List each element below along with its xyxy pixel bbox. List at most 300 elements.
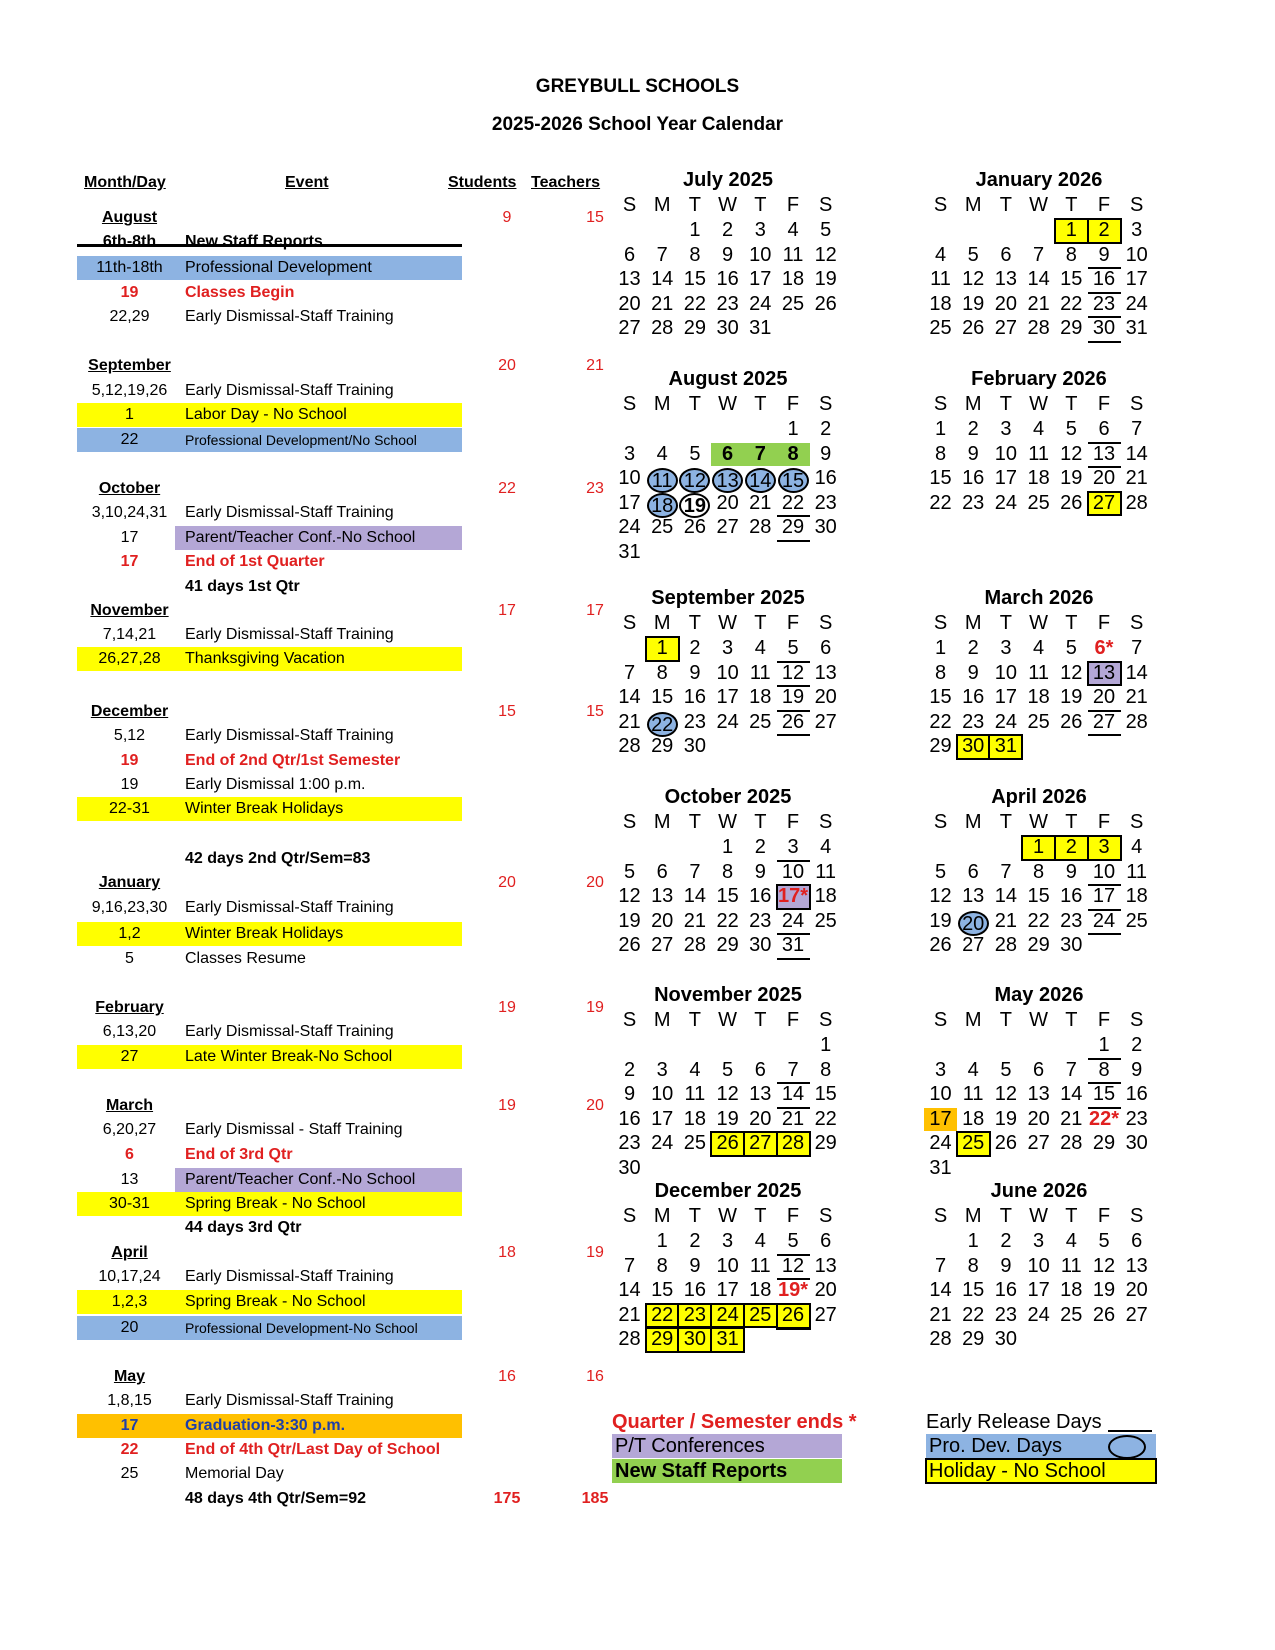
event-row xyxy=(0,1316,640,1340)
event-row xyxy=(0,623,640,647)
event-row xyxy=(0,1241,640,1265)
weekday-label: T xyxy=(1065,194,1078,216)
weekday-label: F xyxy=(786,194,800,216)
calendar-day: 5 xyxy=(934,860,947,883)
weekday-label: T xyxy=(1065,1205,1078,1227)
calendar-day: 31 xyxy=(618,540,641,563)
calendar-day: 30 xyxy=(618,1156,641,1179)
calendar-day: 1 xyxy=(722,836,734,858)
calendar-day: 18 xyxy=(749,1279,772,1301)
weekday-label: F xyxy=(786,811,800,833)
calendar-day: 13 xyxy=(962,885,985,907)
calendar-day: 25 xyxy=(814,909,837,932)
event-date: 22 xyxy=(120,1441,139,1458)
underline-sample xyxy=(1108,1430,1152,1432)
calendar-day: 14 xyxy=(1027,268,1050,290)
weekday-label: S xyxy=(819,393,833,415)
event-row xyxy=(0,1438,640,1462)
calendar-day: 29 xyxy=(683,317,707,339)
calendar-day: 18 xyxy=(749,686,772,708)
calendar-day: 5 xyxy=(777,1230,810,1256)
month-heading: February xyxy=(95,999,164,1016)
calendar-day: 30 xyxy=(683,735,707,757)
calendar-day: 2 xyxy=(754,836,766,858)
calendar-day: 12 xyxy=(1092,1254,1116,1277)
calendar-day: 24 xyxy=(651,1132,674,1154)
student-days: 22 xyxy=(498,480,516,497)
weekday-label: T xyxy=(754,194,767,216)
calendar-day: 11 xyxy=(646,467,679,491)
calendar-day: 26 xyxy=(994,1132,1018,1154)
event-row xyxy=(0,700,640,724)
calendar-day: 7 xyxy=(689,860,701,883)
calendar-day: 17 xyxy=(924,1108,957,1132)
calendar-day: 31 xyxy=(777,934,810,960)
event-date: 1,2,3 xyxy=(111,1293,148,1310)
calendar-day: 16 xyxy=(1060,885,1083,907)
event-date: 17 xyxy=(120,553,139,570)
calendar-day: 21 xyxy=(1027,292,1050,315)
calendar-day: 10 xyxy=(994,661,1018,684)
calendar-day: 17 xyxy=(994,467,1018,489)
event-name: Parent/Teacher Conf.-No School xyxy=(185,529,416,546)
calendar-day: 27 xyxy=(716,516,739,538)
calendar-title: February 2026 xyxy=(971,368,1107,390)
calendar-day: 8 xyxy=(1065,243,1077,266)
calendar-day: 12 xyxy=(1060,442,1083,465)
calendar-day: 25 xyxy=(749,710,772,733)
event-name: Memorial Day xyxy=(185,1465,284,1482)
calendar-day: 1 xyxy=(934,418,947,440)
calendar-day: 28 xyxy=(618,1328,641,1350)
event-row xyxy=(0,428,640,452)
weekday-label: T xyxy=(754,393,767,415)
calendar-day: 9 xyxy=(967,661,979,684)
calendar-day: 10 xyxy=(716,1254,739,1277)
student-days: 16 xyxy=(498,1368,516,1385)
calendar-day: 28 xyxy=(994,934,1018,956)
calendar-day: 16 xyxy=(618,1107,641,1130)
calendar-day: 25 xyxy=(1125,909,1148,932)
event-date: 6,20,27 xyxy=(102,1121,157,1138)
calendar-day: 22 xyxy=(716,909,739,932)
teacher-days: 15 xyxy=(586,703,604,720)
legend-new-staff: New Staff Reports xyxy=(612,1459,842,1483)
event-name: Classes Begin xyxy=(185,284,295,301)
event-name: Late Winter Break-No School xyxy=(185,1048,393,1065)
calendar-day: 10 xyxy=(1088,861,1121,887)
weekday-label: S xyxy=(1130,393,1144,415)
event-name: Early Dismissal-Staff Training xyxy=(185,504,394,521)
calendar-day: 17 xyxy=(651,1107,674,1130)
weekday-label: S xyxy=(933,612,948,634)
calendar-day: 9 xyxy=(623,1083,636,1105)
calendar-day: 15 xyxy=(1060,268,1083,290)
calendar-day: 7 xyxy=(656,243,668,266)
calendar-day: 11 xyxy=(749,1254,771,1277)
calendar-day: 22 xyxy=(1060,292,1083,315)
calendar-day: 6 xyxy=(1088,418,1121,444)
calendar-day: 18 xyxy=(781,268,805,290)
event-date: 6th-8th xyxy=(102,233,157,250)
weekday-label: T xyxy=(1065,1009,1078,1031)
calendar-day: 16 xyxy=(683,1279,707,1301)
weekday-label: M xyxy=(653,194,671,216)
event-row xyxy=(0,501,640,525)
calendar-day: 4 xyxy=(1033,637,1045,659)
event-date: 5 xyxy=(125,950,134,967)
weekday-label: S xyxy=(1130,194,1144,216)
event-date: 3,10,24,31 xyxy=(91,504,168,521)
calendar-day: 8 xyxy=(934,442,947,465)
calendar-day: 1 xyxy=(934,637,947,659)
calendar-day: 1 xyxy=(967,1230,979,1252)
calendar-day: 1 xyxy=(820,1034,832,1056)
calendar-day: 26 xyxy=(777,1304,810,1330)
calendar-day: 10 xyxy=(1027,1254,1050,1277)
calendar-day: 10 xyxy=(618,467,641,489)
calendar-day: 22 xyxy=(962,1303,985,1326)
calendar-day: 22 xyxy=(777,492,810,518)
calendar-day: 23 xyxy=(716,292,739,315)
calendar-day: 12 xyxy=(929,885,952,907)
event-date: 19 xyxy=(120,776,139,793)
calendar-day: 9 xyxy=(1000,1254,1012,1277)
weekday-label: S xyxy=(1130,811,1144,833)
calendar-day: 24 xyxy=(716,710,739,733)
calendar-day: 30 xyxy=(716,317,739,339)
event-row xyxy=(0,305,640,329)
event-row xyxy=(0,797,640,821)
calendar-day: 9 xyxy=(1131,1058,1143,1081)
calendar-day: 29 xyxy=(929,735,952,757)
weekday-label: S xyxy=(622,612,637,634)
calendar-day: 2 xyxy=(689,1230,701,1252)
calendar-day: 10 xyxy=(777,861,810,887)
event-name: Early Dismissal - Staff Training xyxy=(185,1121,403,1138)
weekday-label: S xyxy=(819,1205,833,1227)
weekday-label: S xyxy=(933,1205,948,1227)
calendar-day: 28 xyxy=(1060,1132,1083,1154)
calendar-day: 17 xyxy=(716,1279,739,1301)
calendar-day: 5 xyxy=(623,860,636,883)
calendar-day: 6 xyxy=(820,1230,832,1252)
calendar-day: 20 xyxy=(651,909,674,932)
student-days: 18 xyxy=(498,1244,516,1261)
calendar-day: 27 xyxy=(1125,1303,1148,1326)
calendar-day: 13 xyxy=(1088,443,1121,469)
weekday-label: M xyxy=(653,393,671,415)
student-days: 19 xyxy=(498,999,516,1016)
calendar-day: 25 xyxy=(957,1132,990,1156)
calendar-day: 19 xyxy=(814,268,837,290)
calendar-day: 17 xyxy=(618,491,641,514)
calendar-day: 10 xyxy=(651,1083,674,1105)
calendar-day: 1 xyxy=(646,637,679,661)
calendar-day: 4 xyxy=(1065,1230,1077,1252)
weekday-label: T xyxy=(999,393,1012,415)
calendar-day: 23 xyxy=(1060,909,1083,932)
calendar-day: 18 xyxy=(962,1107,985,1130)
calendar-day: 15 xyxy=(1027,885,1050,907)
weekday-label: W xyxy=(718,393,738,415)
event-name: Thanksgiving Vacation xyxy=(185,650,345,667)
calendar-day: 13 xyxy=(994,268,1018,290)
calendar-day: 25 xyxy=(651,516,674,538)
calendar-day: 21 xyxy=(777,1108,810,1134)
weekday-label: F xyxy=(786,393,800,415)
calendar-day: 12 xyxy=(962,268,985,290)
calendar-day: 6 xyxy=(656,860,668,883)
calendar-day: 21 xyxy=(683,909,707,932)
event-date: 22,29 xyxy=(109,308,150,325)
calendar-day: 24 xyxy=(1088,910,1121,936)
calendar-day: 12 xyxy=(814,243,837,266)
weekday-label: F xyxy=(1097,194,1111,216)
calendar-day: 25 xyxy=(929,317,952,339)
calendar-day: 16 xyxy=(814,467,837,489)
weekday-label: M xyxy=(964,612,982,634)
calendar-day: 19 xyxy=(929,909,952,932)
event-row xyxy=(0,1118,640,1142)
calendar-day: 7 xyxy=(1033,243,1045,266)
calendar-day: 28 xyxy=(618,735,641,757)
calendar-day: 26 xyxy=(1092,1303,1116,1326)
calendar-day: 13 xyxy=(651,885,674,907)
calendar-day: 27 xyxy=(814,710,837,733)
calendar-day: 5 xyxy=(689,442,701,465)
calendar-title: June 2026 xyxy=(990,1180,1088,1202)
month-heading: September xyxy=(88,357,171,374)
calendar-day: 24 xyxy=(749,292,772,315)
calendar-day: 16 xyxy=(962,467,985,489)
weekday-label: M xyxy=(653,612,671,634)
event-row xyxy=(0,477,640,501)
col-teachers: Teachers xyxy=(531,174,601,191)
weekday-label: T xyxy=(754,811,767,833)
col-event: Event xyxy=(285,174,329,191)
calendar-day: 3 xyxy=(656,1058,668,1081)
event-name: Spring Break - No School xyxy=(185,1293,366,1310)
calendar-day: 2 xyxy=(722,219,734,241)
calendar-day: 19 xyxy=(618,909,641,932)
calendar-day: 30 xyxy=(1088,317,1121,343)
weekday-label: M xyxy=(964,194,982,216)
calendar-day: 8 xyxy=(722,860,734,883)
calendar-day: 2 xyxy=(967,418,979,440)
event-date: 17 xyxy=(120,529,139,546)
calendar-day: 15 xyxy=(929,686,952,708)
weekday-label: M xyxy=(964,811,982,833)
calendar-day: 5 xyxy=(1098,1230,1110,1252)
event-date: 19 xyxy=(120,284,139,301)
calendar-day: 8 xyxy=(820,1058,832,1081)
calendar-day: 26 xyxy=(777,711,810,737)
calendar-day: 9 xyxy=(1065,860,1077,883)
event-row xyxy=(0,1143,640,1167)
event-name: End of 3rd Qtr xyxy=(185,1146,293,1163)
event-name: Graduation-3:30 p.m. xyxy=(185,1417,346,1434)
calendar-title: January 2026 xyxy=(975,169,1103,191)
event-row xyxy=(0,1487,640,1511)
weekday-label: S xyxy=(819,194,833,216)
calendar-day: 18 xyxy=(929,292,952,315)
calendar-day: 21 xyxy=(651,292,674,315)
calendar-day: 17* xyxy=(777,885,809,907)
calendar-day: 28 xyxy=(777,1132,810,1156)
event-name: End of 4th Qtr/Last Day of School xyxy=(185,1441,441,1458)
event-name: Professional Development xyxy=(185,259,372,276)
calendar-day: 10 xyxy=(994,442,1018,465)
calendar-day: 31 xyxy=(929,1156,952,1179)
calendar-day: 3 xyxy=(934,1058,947,1081)
calendar-day: 3 xyxy=(1088,836,1121,860)
calendar-day: 27 xyxy=(814,1303,837,1326)
calendar-day: 10 xyxy=(929,1083,952,1105)
weekday-label: M xyxy=(653,811,671,833)
calendar-day: 23 xyxy=(683,710,707,733)
calendar-day: 24 xyxy=(618,516,641,538)
calendar-day: 4 xyxy=(1033,418,1045,440)
calendar-day: 7 xyxy=(1000,860,1012,883)
event-date: 19 xyxy=(120,752,139,769)
weekday-label: F xyxy=(786,1009,800,1031)
calendar-title: October 2025 xyxy=(664,786,792,808)
student-days: 17 xyxy=(498,602,516,619)
calendar-day: 23 xyxy=(678,1304,711,1328)
event-row xyxy=(0,947,640,971)
calendar-day: 1 xyxy=(1022,836,1055,860)
calendar-day: 1 xyxy=(1088,1034,1121,1060)
calendar-day: 12 xyxy=(1060,661,1083,684)
event-row xyxy=(0,996,640,1020)
calendar-day: 26 xyxy=(1060,710,1083,733)
teacher-days: 19 xyxy=(586,999,604,1016)
calendar-day: 3 xyxy=(1131,219,1143,241)
weekday-label: T xyxy=(688,1009,701,1031)
calendar-day: 1 xyxy=(689,219,701,241)
calendar-day: 23 xyxy=(1088,293,1121,319)
month-heading: May xyxy=(113,1368,146,1385)
calendar-day: 28 xyxy=(1027,317,1050,339)
weekday-label: S xyxy=(933,1009,948,1031)
calendar-day: 28 xyxy=(749,516,772,538)
weekday-label: T xyxy=(688,1205,701,1227)
event-row xyxy=(0,354,640,378)
calendar-day: 12 xyxy=(716,1083,739,1105)
event-row xyxy=(0,256,640,280)
event-name: End of 2nd Qtr/1st Semester xyxy=(185,752,401,769)
calendar-day: 5 xyxy=(967,243,979,266)
calendar-day: 24 xyxy=(994,710,1018,733)
event-name: Professional Development-No School xyxy=(185,1320,418,1336)
calendar-day: 25 xyxy=(1027,710,1050,733)
event-name: Early Dismissal-Staff Training xyxy=(185,382,394,399)
event-row xyxy=(0,206,640,230)
calendar-day: 17 xyxy=(716,686,739,708)
calendar-day: 25 xyxy=(744,1304,777,1328)
calendar-day: 9 xyxy=(722,243,734,266)
calendar-day: 22 xyxy=(929,491,952,514)
calendar-day: 3 xyxy=(777,836,810,862)
month-heading: October xyxy=(98,480,161,497)
calendar-day: 19 xyxy=(1060,467,1083,489)
weekday-label: S xyxy=(622,393,637,415)
teacher-days: 16 xyxy=(586,1368,604,1385)
calendar-day: 13 xyxy=(1027,1083,1050,1105)
weekday-label: T xyxy=(1065,811,1078,833)
calendar-title: September 2025 xyxy=(651,587,805,609)
calendar-day: 25 xyxy=(1027,491,1050,514)
calendar-day: 13 xyxy=(814,661,837,684)
calendar-day: 21 xyxy=(618,1303,641,1326)
calendar-day: 19 xyxy=(1060,686,1083,708)
teacher-days: 15 xyxy=(586,209,604,226)
calendar-day: 11 xyxy=(1028,661,1049,684)
weekday-label: S xyxy=(819,811,833,833)
weekday-label: F xyxy=(786,1205,800,1227)
calendar-day: 5 xyxy=(1000,1058,1012,1081)
calendar-day: 13 xyxy=(1088,662,1121,686)
col-students: Students xyxy=(448,174,517,191)
calendar-day: 5 xyxy=(820,219,832,241)
calendar-day: 11 xyxy=(782,243,804,266)
month-heading: March xyxy=(105,1097,154,1114)
student-days: 9 xyxy=(502,209,512,226)
event-row xyxy=(0,1462,640,1486)
weekday-label: S xyxy=(622,1009,637,1031)
calendar-day: 21 xyxy=(1060,1107,1083,1130)
calendar-day: 26 xyxy=(711,1132,744,1156)
calendar-day: 20 xyxy=(749,1107,772,1130)
calendar-day: 2 xyxy=(1000,1230,1012,1252)
weekday-label: W xyxy=(1029,811,1049,833)
student-days: 19 xyxy=(498,1097,516,1114)
calendar-day: 4 xyxy=(689,1058,701,1081)
calendar-day: 29 xyxy=(962,1328,985,1350)
calendar-day: 15 xyxy=(1088,1083,1121,1109)
calendar-day: 22 xyxy=(646,711,679,735)
calendar-day: 8 xyxy=(689,243,701,266)
calendar-day: 22* xyxy=(1088,1107,1120,1130)
event-row xyxy=(0,871,640,895)
calendar-day: 12 xyxy=(777,662,810,688)
weekday-label: W xyxy=(1029,612,1049,634)
calendar-day: 7 xyxy=(1131,637,1143,659)
calendar-day: 7 xyxy=(934,1254,947,1277)
event-date: 9,16,23,30 xyxy=(91,899,168,916)
calendar-day: 15 xyxy=(962,1279,985,1301)
calendar-day: 7 xyxy=(623,1254,636,1277)
calendar-day: 24 xyxy=(1027,1303,1050,1326)
calendar-day: 24 xyxy=(929,1132,952,1154)
weekday-label: M xyxy=(964,393,982,415)
calendar-day: 12 xyxy=(777,1255,810,1281)
calendar-day: 5 xyxy=(1065,637,1077,659)
event-date: 30-31 xyxy=(109,1195,150,1212)
event-name: Classes Resume xyxy=(185,950,306,967)
calendar-day: 22 xyxy=(646,1304,679,1328)
event-name: 44 days 3rd Qtr xyxy=(185,1219,302,1236)
weekday-label: T xyxy=(754,612,767,634)
event-date: 1,8,15 xyxy=(107,1392,152,1409)
teacher-days: 23 xyxy=(586,480,604,497)
event-name: New Staff Reports xyxy=(185,233,323,250)
calendar-day: 30 xyxy=(1125,1132,1148,1154)
teacher-days: 20 xyxy=(586,1097,604,1114)
calendar-day: 4 xyxy=(754,1230,766,1252)
calendar-day: 13 xyxy=(1125,1254,1148,1277)
